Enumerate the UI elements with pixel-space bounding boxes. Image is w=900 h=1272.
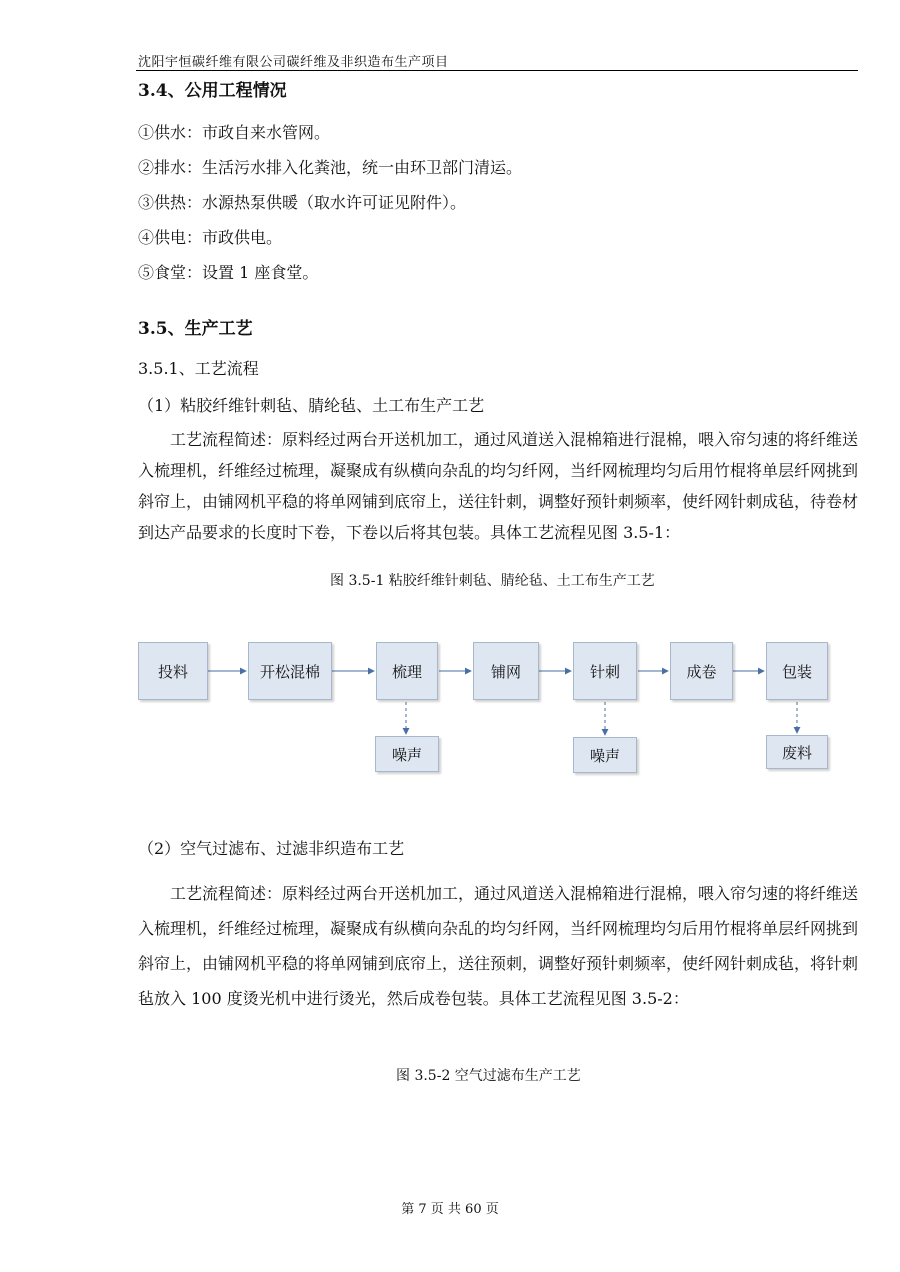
process-1-description: 工艺流程简述：原料经过两台开送机加工，通过风道送入混棉箱进行混棉，喂入帘匀速的将纤维送入梳理机，纤维经过梳理，凝聚成有纵横向杂乱的均匀纤网，当纤网梳理均匀后用竹棍将单层纤网挑到斜帘上，由铺网机平稳的将单网铺到底帘上，送往针刺，调整好预针刺频率，使纤网针刺成毡，待卷材到达产品要求的长度时下卷，下卷以后将其包装。具体工艺流程见图 3.5-1： xyxy=(138,430,859,542)
flow-step-needling: 针刺 xyxy=(573,642,637,700)
flow-step-winding: 成卷 xyxy=(670,642,733,700)
flow-step-feed: 投料 xyxy=(138,642,208,700)
section-heading-3-4: 3.4、公用工程情况 xyxy=(138,81,287,101)
flow-step-packing: 包装 xyxy=(766,642,828,700)
section-heading-3-5: 3.5、生产工艺 xyxy=(138,319,253,339)
flow-output-waste: 废料 xyxy=(766,735,828,769)
flow-output-noise-needling: 噪声 xyxy=(573,737,637,773)
process-flow-diagram xyxy=(130,634,850,784)
flow-output-noise-carding: 噪声 xyxy=(375,736,439,772)
page-footer: 第 7 页 共 60 页 xyxy=(401,1202,499,1217)
utility-item-drainage: ②排水：生活污水排入化粪池，统一由环卫部门清运。 xyxy=(138,158,523,177)
utility-item-heating: ③供热：水源热泵供暖（取水许可证见附件）。 xyxy=(138,193,467,212)
utility-item-power: ④供电：市政供电。 xyxy=(138,228,283,247)
figure-caption-3-5-2: 图 3.5-2 空气过滤布生产工艺 xyxy=(396,1068,581,1084)
flow-step-carding: 梳理 xyxy=(376,642,438,700)
utility-item-canteen: ⑤食堂：设置 1 座食堂。 xyxy=(138,263,319,282)
process-1-title: （1）粘胶纤维针刺毡、腈纶毡、土工布生产工艺 xyxy=(138,396,485,415)
process-2-description: 工艺流程简述：原料经过两台开送机加工，通过风道送入混棉箱进行混棉，喂入帘匀速的将纤维送入梳理机，纤维经过梳理，凝聚成有纵横向杂乱的均匀纤网，当纤网梳理均匀后用竹棍将单层纤网挑到斜帘上，由铺网机平稳的将单网铺到底帘上，送往预刺，调整好预针刺频率，使纤网针刺成毡，将针刺毡放入 100 度烫光机中进行烫光，然后成卷包装。具体工艺流程见图 3.5-2： xyxy=(138,884,859,1008)
utility-item-water-supply: ①供水：市政自来水管网。 xyxy=(138,123,331,142)
process-2-title: （2）空气过滤布、过滤非织造布工艺 xyxy=(138,839,405,858)
page-header: 沈阳宇恒碳纤维有限公司碳纤维及非织造布生产项目 xyxy=(138,55,449,70)
flow-step-opening-mixing: 开松混棉 xyxy=(248,642,332,700)
flow-step-lapping: 铺网 xyxy=(473,642,539,700)
header-rule xyxy=(136,70,858,71)
figure-caption-3-5-1: 图 3.5-1 粘胶纤维针刺毡、腈纶毡、土工布生产工艺 xyxy=(330,573,655,589)
subsection-heading-3-5-1: 3.5.1、工艺流程 xyxy=(138,359,259,378)
